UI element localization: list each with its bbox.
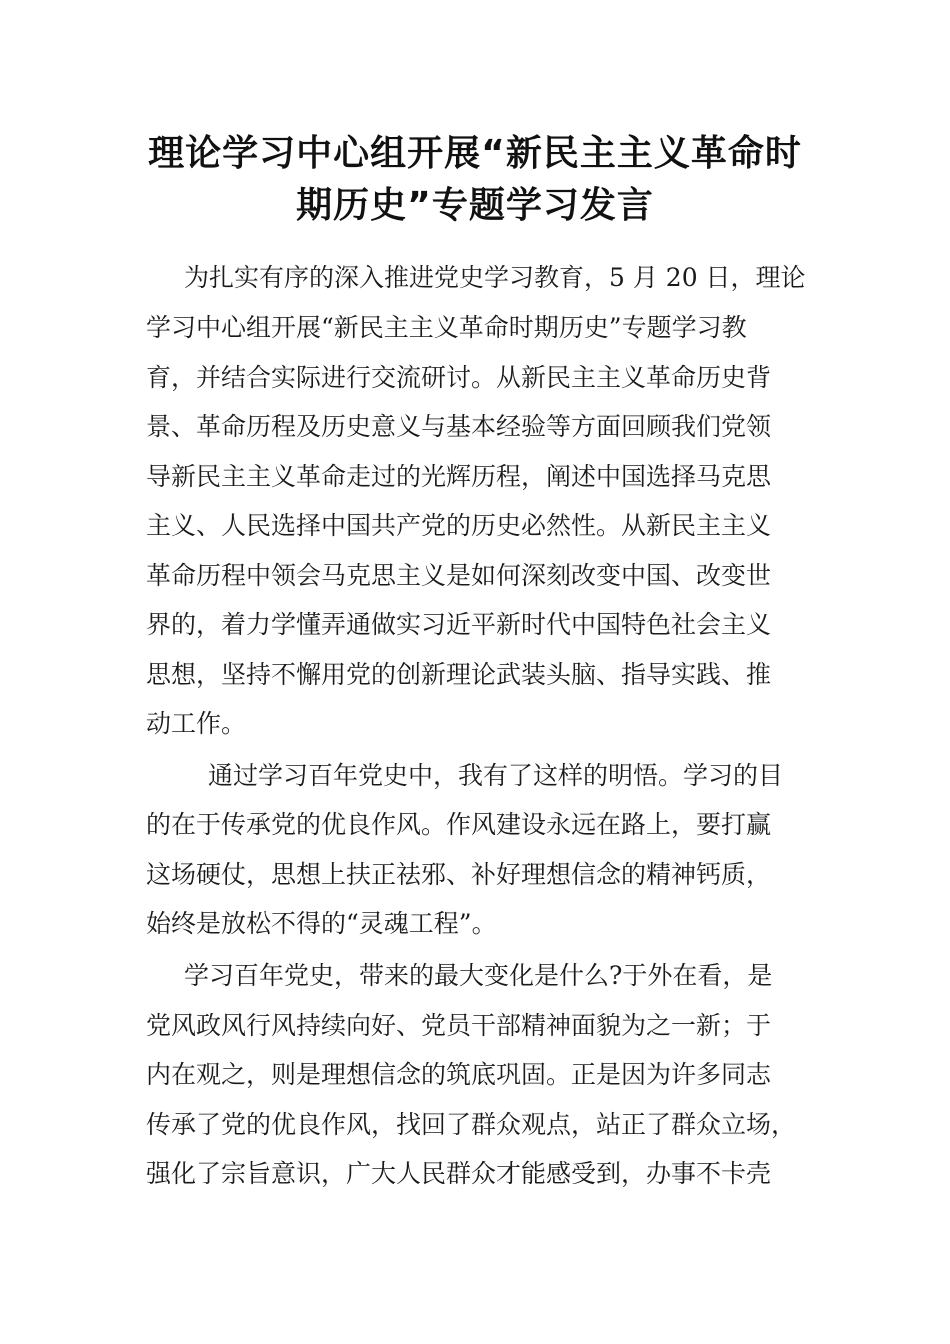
paragraph-1-line-4: 景、革命历程及历史意义与基本经验等方面回顾我们党领	[146, 412, 772, 441]
paragraph-1-line-10: 动工作。	[146, 709, 247, 738]
paragraph-1-line-2: 学习中心组开展“新民主主义革命时期历史”专题学习教	[146, 313, 747, 342]
paragraph-1-line-9: 思想，坚持不懈用党的创新理论武装头脑、指导实践、推	[146, 660, 772, 689]
paragraph-1-line-1: 为扎实有序的深入推进党史学习教育，5 月 20 日，理论	[184, 263, 806, 292]
document-title-line-2: 期历史”专题学习发言	[296, 185, 654, 226]
paragraph-1-line-6: 主义、人民选择中国共产党的历史必然性。从新民主主义	[146, 511, 772, 540]
paragraph-3-line-4: 传承了党的优良作风，找回了群众观点，站正了群众立场，	[146, 1110, 797, 1139]
paragraph-1-line-7: 革命历程中领会马克思主义是如何深刻改变中国、改变世	[146, 561, 772, 590]
paragraph-1-line-3: 育，并结合实际进行交流研讨。从新民主主义革命历史背	[146, 363, 772, 392]
paragraph-2-line-4: 始终是放松不得的“灵魂工程”。	[146, 909, 497, 938]
paragraph-1-line-5: 导新民主主义革命走过的光辉历程，阐述中国选择马克思	[146, 462, 772, 491]
paragraph-2-line-3: 这场硬仗，思想上扶正祛邪、补好理想信念的精神钙质，	[146, 860, 772, 889]
paragraph-1-line-8: 界的，着力学懂弄通做实习近平新时代中国特色社会主义	[146, 610, 772, 639]
paragraph-3-line-2: 党风政风行风持续向好、党员干部精神面貌为之一新；于	[146, 1011, 772, 1040]
paragraph-3-line-5: 强化了宗旨意识，广大人民群众才能感受到，办事不卡壳	[146, 1159, 772, 1188]
paragraph-2-line-2: 的在于传承党的优良作风。作风建设永远在路上，要打赢	[146, 810, 772, 839]
paragraph-3-line-1: 学习百年党史，带来的最大变化是什么?于外在看，是	[184, 961, 773, 990]
document-title-line-1: 理论学习中心组开展“新民主主义革命时	[148, 133, 802, 174]
paragraph-2-line-1: 通过学习百年党史中，我有了这样的明悟。学习的目	[208, 761, 784, 790]
paragraph-3-line-3: 内在观之，则是理想信念的筑底巩固。正是因为许多同志	[146, 1060, 772, 1089]
